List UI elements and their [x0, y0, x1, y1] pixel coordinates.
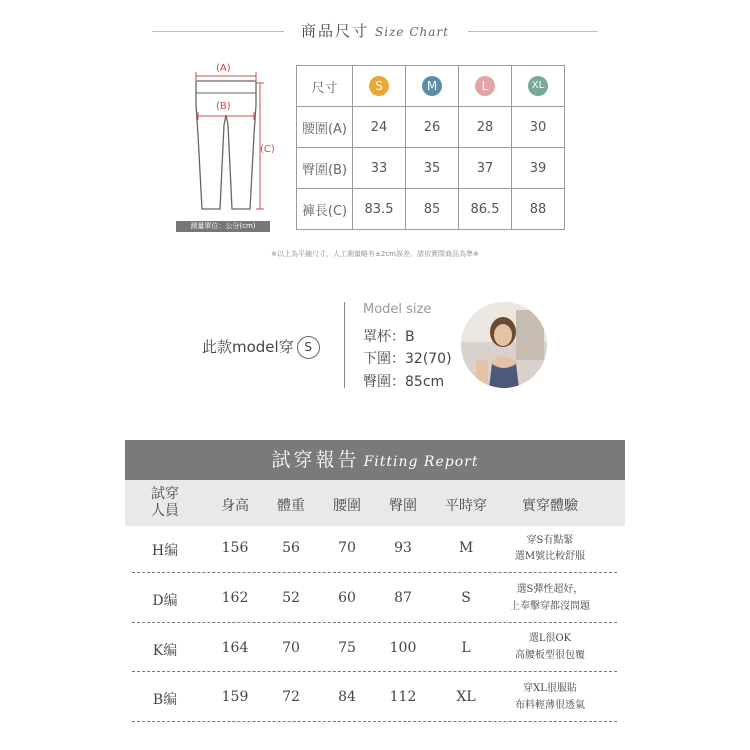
size-row-waist: [297, 107, 565, 148]
row-usual: XL: [456, 689, 476, 705]
size-cell: 85: [406, 189, 459, 230]
row-experience-2: 高腰板型很包覆: [515, 650, 585, 661]
header-tester: 試穿 人員: [151, 486, 179, 519]
header-usual: 平時穿: [445, 498, 487, 514]
diagram-label-c: (C): [260, 144, 275, 155]
row-experience-1: 穿S有點緊: [526, 535, 574, 546]
size-chart-title-script: Size Chart: [375, 25, 449, 39]
header-weight: 體重: [277, 498, 305, 514]
model-divider: [344, 302, 345, 388]
size-s-badge: S: [369, 76, 389, 96]
model-wears-label: 此款model穿: [202, 338, 294, 356]
size-row-label: 腰圍(A): [297, 107, 353, 148]
size-col-l: [459, 66, 512, 107]
fitting-report-bar: [125, 440, 625, 480]
row-height: 159: [221, 689, 249, 705]
row-name: H编: [151, 543, 179, 559]
size-col-m: [406, 66, 459, 107]
fitting-report-title-text: 試穿報告: [271, 449, 360, 471]
header-height: 身高: [221, 498, 249, 514]
size-cell: 86.5: [459, 189, 512, 230]
size-cell: 39: [512, 148, 565, 189]
row-name: D编: [152, 593, 178, 609]
row-hip: 87: [394, 590, 412, 606]
row-weight: 72: [282, 689, 300, 705]
size-cell: 37: [459, 148, 512, 189]
row-weight: 52: [282, 590, 300, 606]
row-divider: [132, 622, 617, 623]
row-height: 156: [221, 540, 249, 556]
row-divider: [132, 572, 617, 573]
row-height: 162: [221, 590, 249, 606]
row-hip: 93: [394, 540, 412, 556]
header-experience: 實穿體驗: [522, 498, 578, 514]
size-row-label: 褲長(C): [297, 189, 353, 230]
row-usual: S: [461, 590, 471, 606]
size-col-xl: [512, 66, 565, 107]
row-waist: 70: [338, 540, 356, 556]
row-hip: 100: [389, 640, 417, 656]
size-row-label: 臀圍(B): [297, 148, 353, 189]
size-cell: 35: [406, 148, 459, 189]
size-cell: 33: [353, 148, 406, 189]
row-experience-2: 上奉擊穿都沒問題: [510, 601, 590, 612]
size-m-badge: M: [422, 76, 442, 96]
row-waist: 60: [338, 590, 356, 606]
row-weight: 56: [282, 540, 300, 556]
row-name: B编: [152, 692, 178, 708]
size-cell: 83.5: [353, 189, 406, 230]
header-hip: 臀圍: [389, 498, 417, 514]
model-photo: [461, 302, 547, 388]
row-experience-1: 選S彈性超好，: [516, 584, 584, 595]
row-experience-1: 選L很OK: [528, 633, 572, 644]
row-hip: 112: [389, 689, 417, 705]
diagram-label-a: (A): [216, 63, 231, 74]
unit-badge: 測量單位：公分(cm): [176, 221, 270, 232]
pants-diagram: [170, 55, 285, 225]
row-waist: 84: [338, 689, 356, 705]
size-chart-title-text: 商品尺寸: [301, 22, 370, 40]
size-table-header-row: [297, 66, 565, 107]
size-cell: 30: [512, 107, 565, 148]
row-experience-1: 穿XL很服貼: [523, 683, 577, 694]
header-waist: 腰圍: [333, 498, 361, 514]
size-cell: 88: [512, 189, 565, 230]
model-line-cup: 罩杯：B: [363, 329, 415, 345]
size-cell: 26: [406, 107, 459, 148]
row-waist: 75: [338, 640, 356, 656]
row-usual: L: [461, 640, 471, 656]
size-col-s: [353, 66, 406, 107]
row-usual: M: [458, 540, 474, 556]
measurement-note: ※以上為平鋪尺寸，人工測量略有±2cm誤差，請依實際商品為準※: [271, 250, 479, 258]
model-size-title: Model size: [363, 302, 432, 317]
model-line-underbust: 下圍：32(70): [363, 351, 452, 367]
row-divider: [132, 721, 617, 722]
size-table: [296, 65, 565, 230]
fitting-report-title-script: Fitting Report: [363, 454, 479, 470]
fitting-report-title: [125, 440, 625, 480]
size-chart-title: [0, 20, 750, 41]
model-wears-size: S: [297, 336, 320, 359]
row-weight: 70: [282, 640, 300, 656]
size-row-length: [297, 189, 565, 230]
size-cell: 28: [459, 107, 512, 148]
row-divider: [132, 671, 617, 672]
size-cell: 24: [353, 107, 406, 148]
row-name: K编: [152, 643, 178, 659]
model-line-hip: 臀圍：85cm: [363, 374, 445, 390]
model-wears: [202, 336, 320, 359]
size-row-hip: [297, 148, 565, 189]
size-xl-badge: XL: [528, 76, 548, 96]
model-photo-illustration: [461, 302, 547, 388]
size-l-badge: L: [475, 76, 495, 96]
row-experience-2: 選M號比較舒服: [514, 551, 586, 562]
size-table-corner: 尺寸: [297, 66, 353, 107]
row-experience-2: 布料輕薄很透氣: [515, 700, 585, 711]
row-height: 164: [221, 640, 249, 656]
diagram-label-b: (B): [216, 101, 231, 112]
